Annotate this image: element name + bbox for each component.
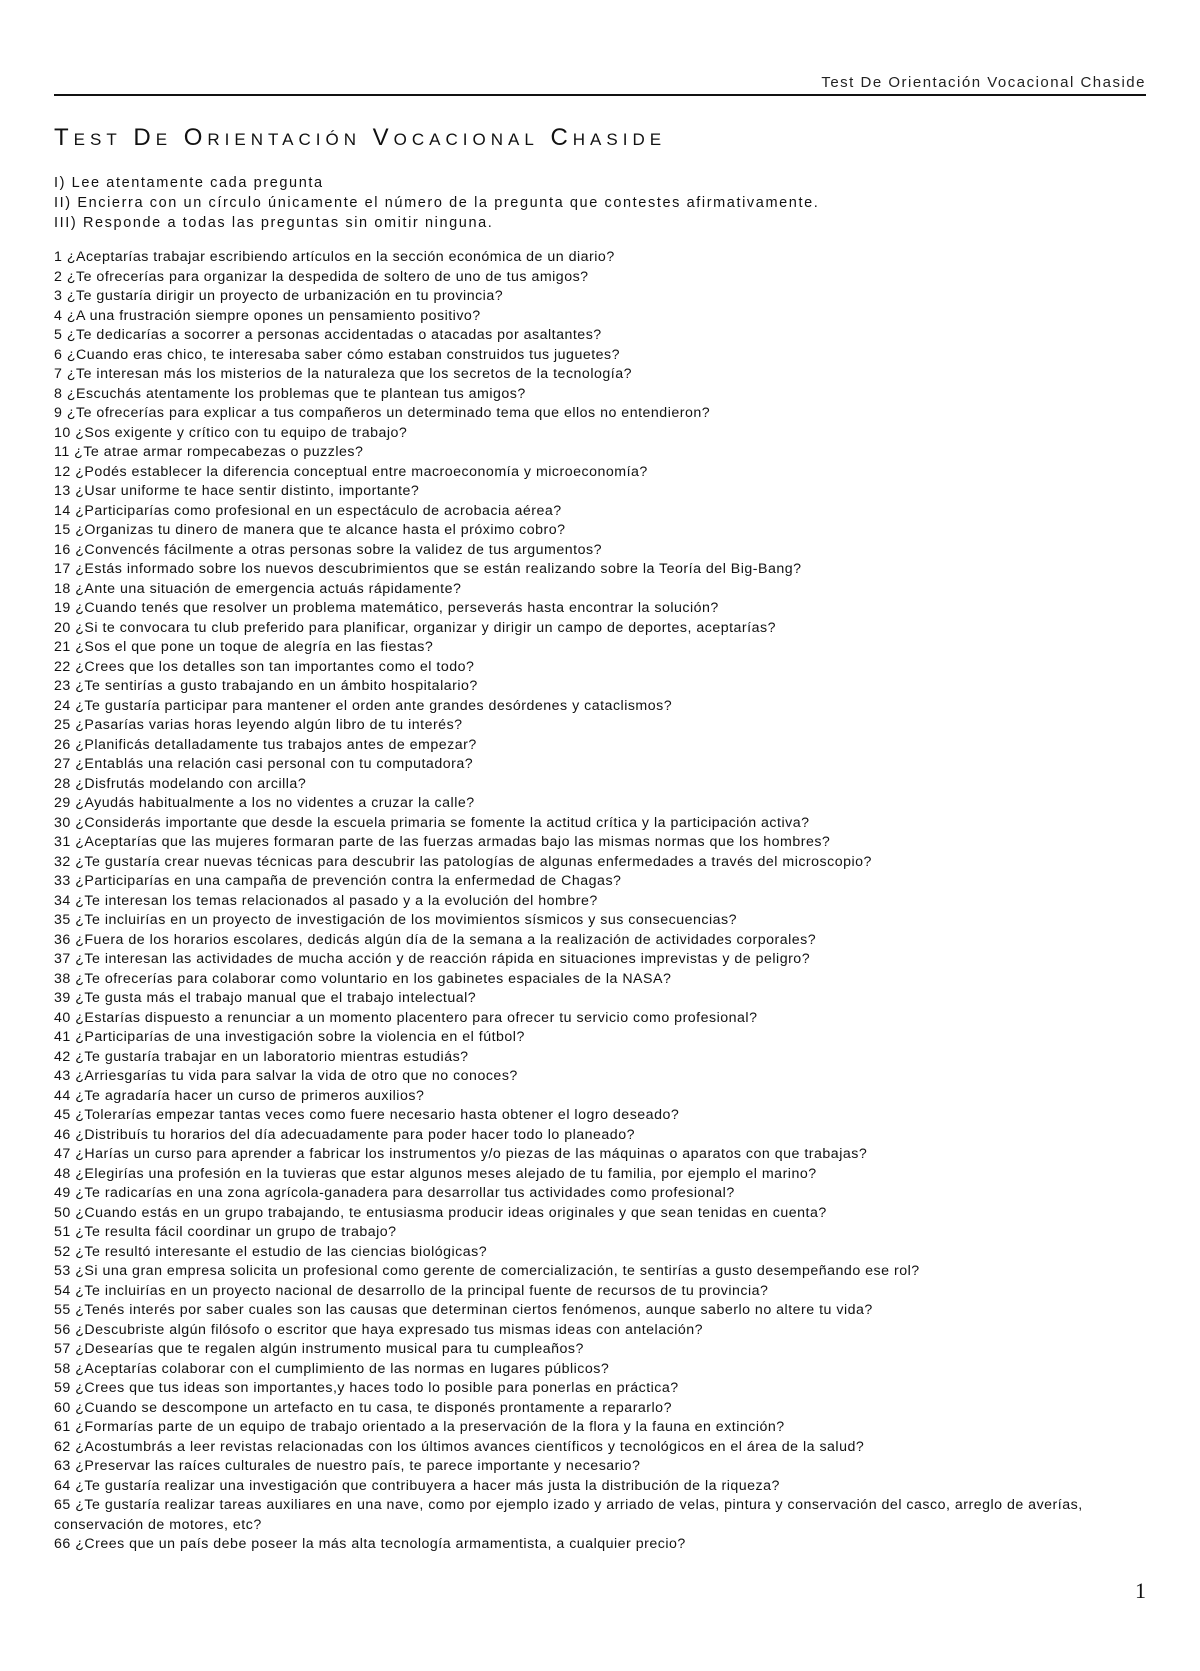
question-item: 3 ¿Te gustaría dirigir un proyecto de urbanización en tu provincia? (54, 288, 504, 304)
question-item: 65 ¿Te gustaría realizar tareas auxiliares en una nave, como por ejemplo izado y arriado de velas, pintura y conservación del casco, arreglo de averías, conservación de motores, etc? (54, 1497, 1083, 1533)
question-item: 18 ¿Ante una situación de emergencia actuás rápidamente? (54, 580, 462, 597)
question-item: 28 ¿Disfrutás modelando con arcilla? (54, 775, 307, 792)
page-number: 1 (1135, 1578, 1146, 1603)
question-item: 23 ¿Te sentirías a gusto trabajando en un ámbito hospitalario? (54, 678, 478, 694)
question-item: 15 ¿Organizas tu dinero de manera que te alcance hasta el próximo cobro? (54, 522, 566, 538)
question-item: 20 ¿Si te convocara tu club preferido para planificar, organizar y dirigir un campo de deportes, aceptarías? (54, 619, 776, 636)
question-item: 54 ¿Te incluirías en un proyecto nacional de desarrollo de la principal fuente de recursos de tu provincia? (54, 1282, 769, 1299)
question-item: 27 ¿Entablás una relación casi personal con tu computadora? (54, 756, 474, 772)
question-item: 56 ¿Descubriste algún filósofo o escritor que haya expresado tus mismas ideas con antelación? (54, 1321, 704, 1338)
question-item: 7 ¿Te interesan más los misterios de la naturaleza que los secretos de la tecnología? (54, 366, 632, 382)
question-item: 49 ¿Te radicarías en una zona agrícola-ganadera para desarrollar tus actividades como profesional? (54, 1185, 735, 1201)
running-header: Test De Orientación Vocacional Chaside (821, 74, 1146, 91)
question-item: 39 ¿Te gusta más el trabajo manual que el trabajo intelectual? (54, 990, 477, 1006)
question-item: 25 ¿Pasarías varias horas leyendo algún libro de tu interés? (54, 717, 463, 733)
question-item: 59 ¿Crees que tus ideas son importantes,y haces todo lo posible para ponerlas en práctica? (54, 1380, 679, 1396)
question-item: 17 ¿Estás informado sobre los nuevos descubrimientos que se están realizando sobre la Teoría del Big-Bang? (54, 561, 802, 577)
question-item: 48 ¿Elegirías una profesión en la tuvieras que estar algunos meses alejado de tu familia, por ejemplo el marino? (54, 1165, 817, 1182)
instruction-2: II) Encierra con un círculo únicamente el número de la pregunta que contestes afirmativamente. (54, 195, 820, 211)
question-item: 5 ¿Te dedicarías a socorrer a personas accidentadas o atacadas por asaltantes? (54, 327, 602, 343)
question-item: 22 ¿Crees que los detalles son tan importantes como el todo? (54, 658, 475, 675)
document-title: Test De Orientación Vocacional Chaside (54, 124, 667, 151)
question-item: 61 ¿Formarías parte de un equipo de trabajo orientado a la preservación de la flora y la fauna en extinción? (54, 1419, 785, 1435)
question-item: 40 ¿Estarías dispuesto a renunciar a un momento placentero para ofrecer tu servicio como profesional? (54, 1009, 758, 1026)
question-item: 30 ¿Considerás importante que desde la escuela primaria se fomente la actitud crítica y la participación activa? (54, 814, 810, 831)
question-item: 4 ¿A una frustración siempre opones un pensamiento positivo? (54, 307, 481, 324)
instructions (54, 173, 819, 233)
question-item: 53 ¿Si una gran empresa solicita un profesional como gerente de comercialización, te sentirías a gusto desempeñando ese rol? (54, 1263, 920, 1279)
question-item: 12 ¿Podés establecer la diferencia conceptual entre macroeconomía y microeconomía? (54, 463, 648, 480)
question-item: 60 ¿Cuando se descompone un artefacto en tu casa, te disponés prontamente a repararlo? (54, 1399, 672, 1416)
question-item: 8 ¿Escuchás atentamente los problemas que te plantean tus amigos? (54, 385, 526, 402)
question-item: 46 ¿Distribuís tu horarios del día adecuadamente para poder hacer todo lo planeado? (54, 1126, 635, 1143)
question-item: 38 ¿Te ofrecerías para colaborar como voluntario en los gabinetes espaciales de la NASA? (54, 970, 672, 987)
question-list (54, 248, 1154, 1555)
question-item: 50 ¿Cuando estás en un grupo trabajando, te entusiasma producir ideas originales y que sean tenidas en cuenta? (54, 1204, 827, 1221)
question-item: 26 ¿Planificás detalladamente tus trabajos antes de empezar? (54, 736, 477, 753)
question-item: 13 ¿Usar uniforme te hace sentir distinto, importante? (54, 483, 420, 499)
question-item: 37 ¿Te interesan las actividades de mucha acción y de reacción rápida en situaciones imprevistas y de peligro? (54, 951, 811, 967)
question-item: 10 ¿Sos exigente y crítico con tu equipo de trabajo? (54, 424, 408, 441)
question-item: 58 ¿Aceptarías colaborar con el cumplimiento de las normas en lugares públicos? (54, 1360, 610, 1377)
question-item: 19 ¿Cuando tenés que resolver un problema matemático, perseverás hasta encontrar la solución? (54, 600, 719, 616)
question-item: 34 ¿Te interesan los temas relacionados al pasado y a la evolución del hombre? (54, 892, 598, 909)
question-item: 6 ¿Cuando eras chico, te interesaba saber cómo estaban construidos tus juguetes? (54, 346, 621, 363)
question-item: 2 ¿Te ofrecerías para organizar la despedida de soltero de uno de tus amigos? (54, 268, 589, 285)
question-item: 47 ¿Harías un curso para aprender a fabricar los instrumentos y/o piezas de las máquinas o aparatos con que trabajas? (54, 1146, 868, 1162)
question-item: 64 ¿Te gustaría realizar una investigación que contribuyera a hacer más justa la distribución de la riqueza? (54, 1477, 780, 1494)
question-item: 14 ¿Participarías como profesional en un espectáculo de acrobacia aérea? (54, 502, 562, 519)
question-item: 1 ¿Aceptarías trabajar escribiendo artículos en la sección económica de un diario? (54, 249, 615, 265)
question-item: 11 ¿Te atrae armar rompecabezas o puzzles? (54, 444, 364, 460)
header-rule (54, 94, 1146, 96)
question-item: 44 ¿Te agradaría hacer un curso de primeros auxilios? (54, 1087, 425, 1104)
question-item: 57 ¿Desearías que te regalen algún instrumento musical para tu cumpleaños? (54, 1341, 584, 1357)
question-item: 24 ¿Te gustaría participar para mantener el orden ante grandes desórdenes y cataclismos? (54, 697, 673, 714)
question-item: 63 ¿Preservar las raíces culturales de nuestro país, te parece importante y necesario? (54, 1458, 641, 1474)
question-item: 52 ¿Te resultó interesante el estudio de las ciencias biológicas? (54, 1243, 488, 1260)
question-item: 41 ¿Participarías de una investigación sobre la violencia en el fútbol? (54, 1029, 525, 1045)
question-item: 9 ¿Te ofrecerías para explicar a tus compañeros un determinado tema que ellos no entendieron? (54, 405, 711, 421)
question-item: 31 ¿Aceptarías que las mujeres formaran parte de las fuerzas armadas bajo las mismas normas que los hombres? (54, 834, 831, 850)
question-item: 32 ¿Te gustaría crear nuevas técnicas para descubrir las patologías de algunas enfermedades a través del microscopio? (54, 853, 872, 870)
question-item: 62 ¿Acostumbrás a leer revistas relacionadas con los últimos avances científicos y tecnológicos en el área de la salud? (54, 1438, 865, 1455)
question-item: 51 ¿Te resulta fácil coordinar un grupo de trabajo? (54, 1224, 397, 1240)
question-item: 29 ¿Ayudás habitualmente a los no videntes a cruzar la calle? (54, 795, 475, 811)
question-item: 66 ¿Crees que un país debe poseer la más alta tecnología armamentista, a cualquier precio? (54, 1536, 686, 1552)
question-item: 43 ¿Arriesgarías tu vida para salvar la vida de otro que no conoces? (54, 1068, 518, 1084)
instruction-3: III) Responde a todas las preguntas sin omitir ninguna. (54, 215, 494, 231)
question-item: 42 ¿Te gustaría trabajar en un laboratorio mientras estudiás? (54, 1048, 469, 1065)
question-item: 21 ¿Sos el que pone un toque de alegría en las fiestas? (54, 639, 434, 655)
question-item: 33 ¿Participarías en una campaña de prevención contra la enfermedad de Chagas? (54, 873, 622, 889)
instruction-1: I) Lee atentamente cada pregunta (54, 175, 324, 191)
question-item: 16 ¿Convencés fácilmente a otras personas sobre la validez de tus argumentos? (54, 541, 602, 558)
question-item: 36 ¿Fuera de los horarios escolares, dedicás algún día de la semana a la realización de actividades corporales? (54, 931, 817, 948)
question-item: 45 ¿Tolerarías empezar tantas veces como fuere necesario hasta obtener el logro deseado? (54, 1107, 680, 1123)
question-item: 35 ¿Te incluirías en un proyecto de investigación de los movimientos sísmicos y sus consecuencias? (54, 912, 738, 928)
question-item: 55 ¿Tenés interés por saber cuales son las causas que determinan ciertos fenómenos, aunque saberlo no altere tu vida? (54, 1302, 873, 1318)
